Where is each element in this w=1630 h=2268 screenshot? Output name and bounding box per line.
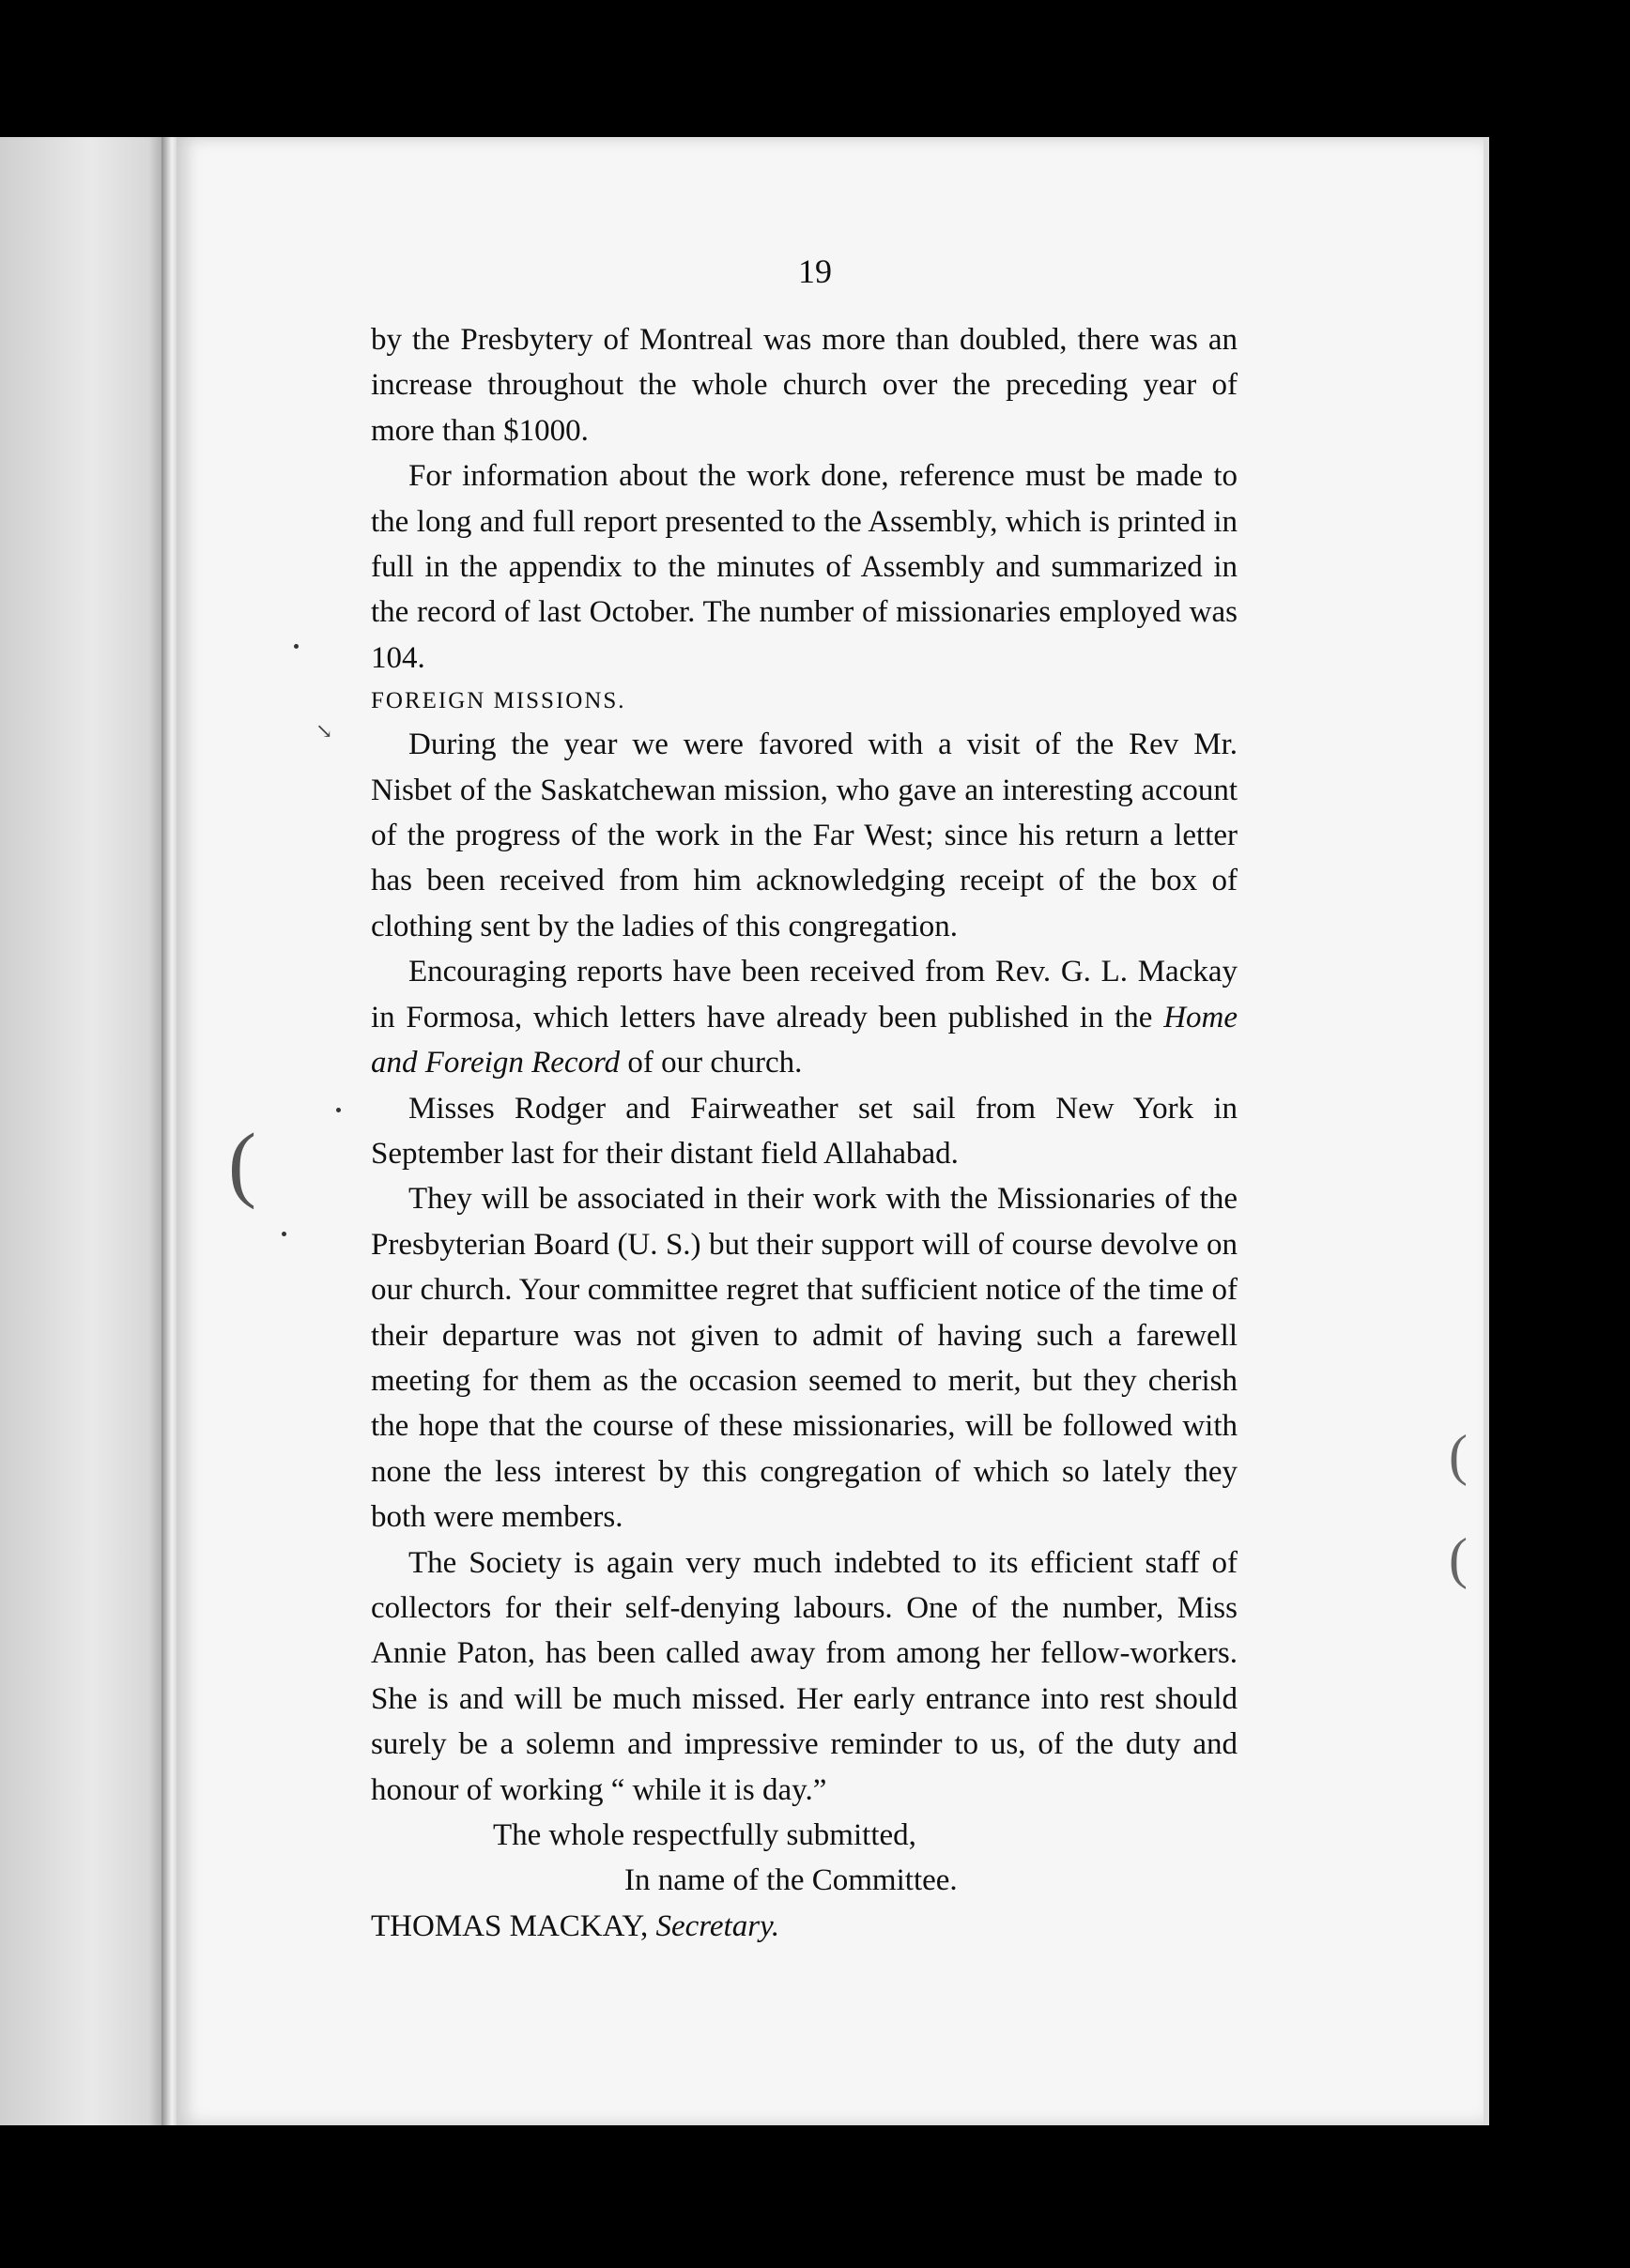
paragraph: During the year we were favored with a visit of the Rev Mr. Nisbet of the Saskatchewan mission, who gave an interesting account of the progress of the work in the Far West; since his return a letter has been received from him acknowledging receipt of the box of clothing sent by the ladies of this congregation. (371, 728, 1238, 943)
pencil-mark: ↘ (315, 719, 333, 743)
bracket-mark: ( (1449, 1527, 1468, 1589)
body-text (371, 317, 1238, 1949)
facing-page-edge (0, 137, 165, 2125)
paragraph: by the Presbytery of Montreal was more than doubled, there was an increase throughout the whole church over the preceding year of more than $1000. (371, 323, 1238, 448)
secretary-title: Secretary. (655, 1908, 780, 1943)
publication-title: Home and Foreign Record (371, 1000, 1238, 1080)
formosa-text: Encouraging reports have been received from Rev. G. L. Mackay in Formosa, which letters have already been published in the (371, 955, 1238, 1034)
closing-line: The whole respectfully submitted, (493, 1818, 916, 1852)
paragraph: For information about the work done, reference must be made to the long and full report presented to the Assembly, which is printed in full in the appendix to the minutes of Assembly and summarized in the record of last October. The number of missionaries employed was 104. (371, 459, 1238, 675)
secretary-name: THOMAS MACKAY, (371, 1908, 649, 1943)
ink-speck (336, 1108, 341, 1112)
paragraph: They will be associated in their work with the Missionaries of the Presbyterian Board (U. S.) but their support will of course devolve on our church. Your committee regret that sufficient notice of the time of their departure was not given to admit of having such a farewell meeting for them as the occasion seemed to merit, but they cherish the hope that the course of these missionaries, will be followed with none the less interest by this congregation of which so lately they both were members. (371, 1182, 1238, 1535)
section-heading: FOREIGN MISSIONS. (371, 688, 626, 714)
bracket-mark: ( (1449, 1424, 1468, 1486)
page-number: 19 (798, 253, 832, 290)
paragraph: The Society is again very much indebted to its efficient staff of collectors for their self-denying labours. One of the number, Miss Annie Paton, has been called away from among her fellow-workers. She is and will be much missed. Her early entrance into rest should surely be a solemn and impressive reminder to us, of the duty and honour of working “ while it is day.” (371, 1545, 1238, 1807)
paragraph: Misses Rodger and Fairweather set sail from New York in September last for their distant field Allahabad. (371, 1091, 1238, 1171)
signature (371, 1904, 1238, 1949)
formosa-text-end: of our church. (620, 1046, 803, 1080)
ink-speck (282, 1232, 286, 1236)
ink-speck (294, 644, 299, 649)
committee-line: In name of the Committee. (624, 1863, 958, 1898)
bracket-mark: ( (228, 1117, 256, 1210)
paragraph (371, 949, 1238, 1085)
